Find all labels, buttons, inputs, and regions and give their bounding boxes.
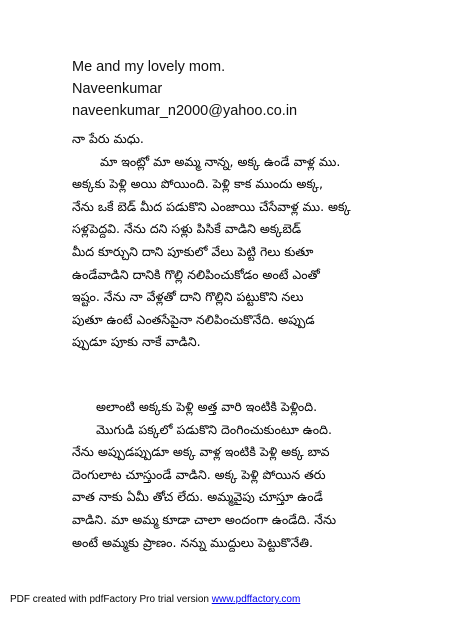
text-line: అలాంటి అక్కకు పెళ్లి అత్త వారి ఇంటికి పెళ్లింది. [96,398,318,414]
text-line: ఇష్టం. నేను నా వేళ్లతో దాని గొల్లిని పట్టుకొని నలు [72,289,304,305]
paragraph-gap [72,354,412,396]
text-line: మీద కూర్చుని దాని పూకులో వేలు పెట్టి గెలు కుతూ [72,243,314,259]
text-line: నా పేరు మధు. [72,131,144,146]
footer-link[interactable]: www.pdffactory.com [211,594,301,605]
document-header [72,56,452,122]
text-line: అక్కకు పెళ్లి అయి పోయింది. పెళ్లి కాక ముందు అక్క, [72,176,323,192]
text-line: మా ఇంట్లో మా అమ్మ నాన్న, అక్క ఉండే వాళ్ల ము. [100,153,341,169]
text-line: ప్పుడూ పూకు నాకే వాడిని. [72,334,201,350]
pdf-footer [10,594,300,606]
footer-text: PDF created with pdfFactory Pro trial version [10,594,212,605]
text-line: దెంగులాట చూస్తుండే వాడిని. అక్క పెళ్లి పోయిన తరు [72,466,326,482]
text-line: సళ్లపెద్దవి. నేను దని సళ్లు పిసికే వాడిని అక్కబెడ్ [72,221,302,237]
document-body [72,128,412,554]
paragraph-2 [72,396,412,554]
text-line: మొగుడి పక్కలో పడుకొని దెంగించుకుంటూ ఉంది. [96,421,332,437]
author-name: Naveenkumar [72,81,163,97]
text-line: పుతూ ఉంటే ఎంతసేపైనా నలిపించుకొనేది. అప్పుడ [72,311,315,327]
text-line: వాత నాకు ఏమీ తోచ లేదు. అమ్మవైపు చూస్తూ ఉండే [72,489,323,505]
text-line: అంటే అమ్మకు ప్రాణం. నన్ను ముద్దులు పెట్టుకొనేతి. [72,534,313,550]
text-line: వాడిని. మా అమ్మ కూడా చాలా అందంగా ఉండేది. నేను [72,511,337,527]
document-title: Me and my lovely mom. [72,59,226,75]
paragraph-1 [72,128,412,354]
text-line: నేను ఒకే బెడ్ మీద పడుకొని ఎంజాయి చేసేవాళ్ల ము. అక్క [72,198,351,214]
text-line: నేను అప్పుడప్పుడూ అక్క వాళ్ల ఇంటికి పెళ్లి అక్క బావ [72,444,330,460]
text-line: ఉండేవాడిని దానికి గొల్లి నలిపించుకోడం అంటే ఎంతో [72,266,320,282]
author-email: naveenkumar_n2000@yahoo.co.in [72,103,298,119]
